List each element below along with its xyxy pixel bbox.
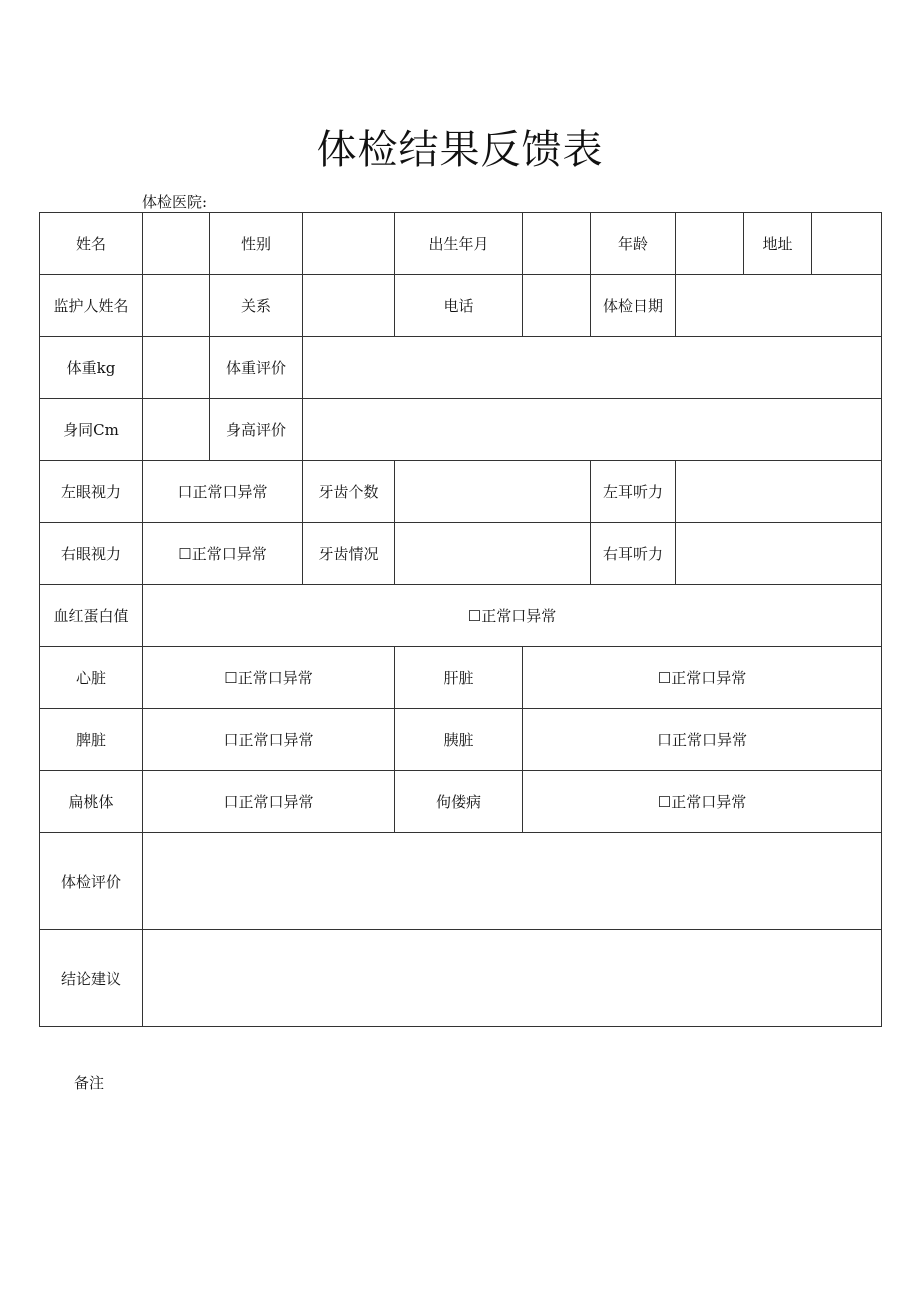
exam-date-field[interactable] xyxy=(676,275,882,337)
weight-eval-label: 体重评价 xyxy=(210,337,303,399)
row-guardian xyxy=(40,275,882,337)
relation-field[interactable] xyxy=(303,275,395,337)
hemoglobin-options[interactable]: ☐正常口异常 xyxy=(143,585,882,647)
row-height xyxy=(40,399,882,461)
exam-date-label: 体检日期 xyxy=(591,275,676,337)
liver-options[interactable]: ☐正常口异常 xyxy=(523,647,882,709)
guardian-label: 监护人姓名 xyxy=(40,275,143,337)
row-weight xyxy=(40,337,882,399)
right-eye-label: 右眼视力 xyxy=(40,523,143,585)
weight-label: 体重kg xyxy=(40,337,143,399)
row-conclusion xyxy=(40,930,882,1027)
form-title: 体检结果反馈表 xyxy=(316,127,604,173)
row-hemoglobin xyxy=(40,585,882,647)
gender-field[interactable] xyxy=(303,213,395,275)
height-eval-label: 身高评价 xyxy=(210,399,303,461)
tonsil-label: 扁桃体 xyxy=(40,771,143,833)
left-ear-label: 左耳听力 xyxy=(591,461,676,523)
left-eye-options[interactable]: 口正常口异常 xyxy=(143,461,303,523)
guardian-field[interactable] xyxy=(143,275,210,337)
teeth-status-field[interactable] xyxy=(395,523,591,585)
gender-label: 性别 xyxy=(210,213,303,275)
exam-eval-field[interactable] xyxy=(143,833,882,930)
heart-options[interactable]: ☐正常口异常 xyxy=(143,647,395,709)
age-field[interactable] xyxy=(676,213,744,275)
liver-label: 肝脏 xyxy=(395,647,523,709)
phone-label: 电话 xyxy=(395,275,523,337)
name-label: 姓名 xyxy=(40,213,143,275)
phone-field[interactable] xyxy=(523,275,591,337)
heart-label: 心脏 xyxy=(40,647,143,709)
row-left-eye xyxy=(40,461,882,523)
height-label: 身同Cm xyxy=(40,399,143,461)
row-spleen-pancreas xyxy=(40,709,882,771)
row-heart-liver xyxy=(40,647,882,709)
right-eye-options[interactable]: ☐正常口异常 xyxy=(143,523,303,585)
pancreas-options[interactable]: 口正常口异常 xyxy=(523,709,882,771)
relation-label: 关系 xyxy=(210,275,303,337)
tonsil-options[interactable]: 口正常口异常 xyxy=(143,771,395,833)
health-exam-table xyxy=(39,212,882,1027)
pancreas-label: 胰脏 xyxy=(395,709,523,771)
spleen-options[interactable]: 口正常口异常 xyxy=(143,709,395,771)
row-tonsil-rickets xyxy=(40,771,882,833)
weight-eval-field[interactable] xyxy=(303,337,882,399)
conclusion-label: 结论建议 xyxy=(40,930,143,1027)
right-ear-label: 右耳听力 xyxy=(591,523,676,585)
left-ear-field[interactable] xyxy=(676,461,882,523)
address-label: 地址 xyxy=(744,213,812,275)
conclusion-field[interactable] xyxy=(143,930,882,1027)
name-field[interactable] xyxy=(143,213,210,275)
teeth-count-field[interactable] xyxy=(395,461,591,523)
age-label: 年龄 xyxy=(591,213,676,275)
left-eye-label: 左眼视力 xyxy=(40,461,143,523)
teeth-count-label: 牙齿个数 xyxy=(303,461,395,523)
height-field[interactable] xyxy=(143,399,210,461)
weight-field[interactable] xyxy=(143,337,210,399)
hemoglobin-label: 血红蛋白值 xyxy=(40,585,143,647)
spleen-label: 脾脏 xyxy=(40,709,143,771)
row-basic-info xyxy=(40,213,882,275)
teeth-status-label: 牙齿情况 xyxy=(303,523,395,585)
birth-label: 出生年月 xyxy=(395,213,523,275)
rickets-label: 佝偻病 xyxy=(395,771,523,833)
hospital-label: 体检医院: xyxy=(142,193,208,211)
birth-field[interactable] xyxy=(523,213,591,275)
rickets-options[interactable]: ☐正常口异常 xyxy=(523,771,882,833)
right-ear-field[interactable] xyxy=(676,523,882,585)
remarks-label: 备注 xyxy=(74,1074,105,1092)
row-exam-eval xyxy=(40,833,882,930)
exam-eval-label: 体检评价 xyxy=(40,833,143,930)
height-eval-field[interactable] xyxy=(303,399,882,461)
address-field[interactable] xyxy=(812,213,882,275)
row-right-eye xyxy=(40,523,882,585)
